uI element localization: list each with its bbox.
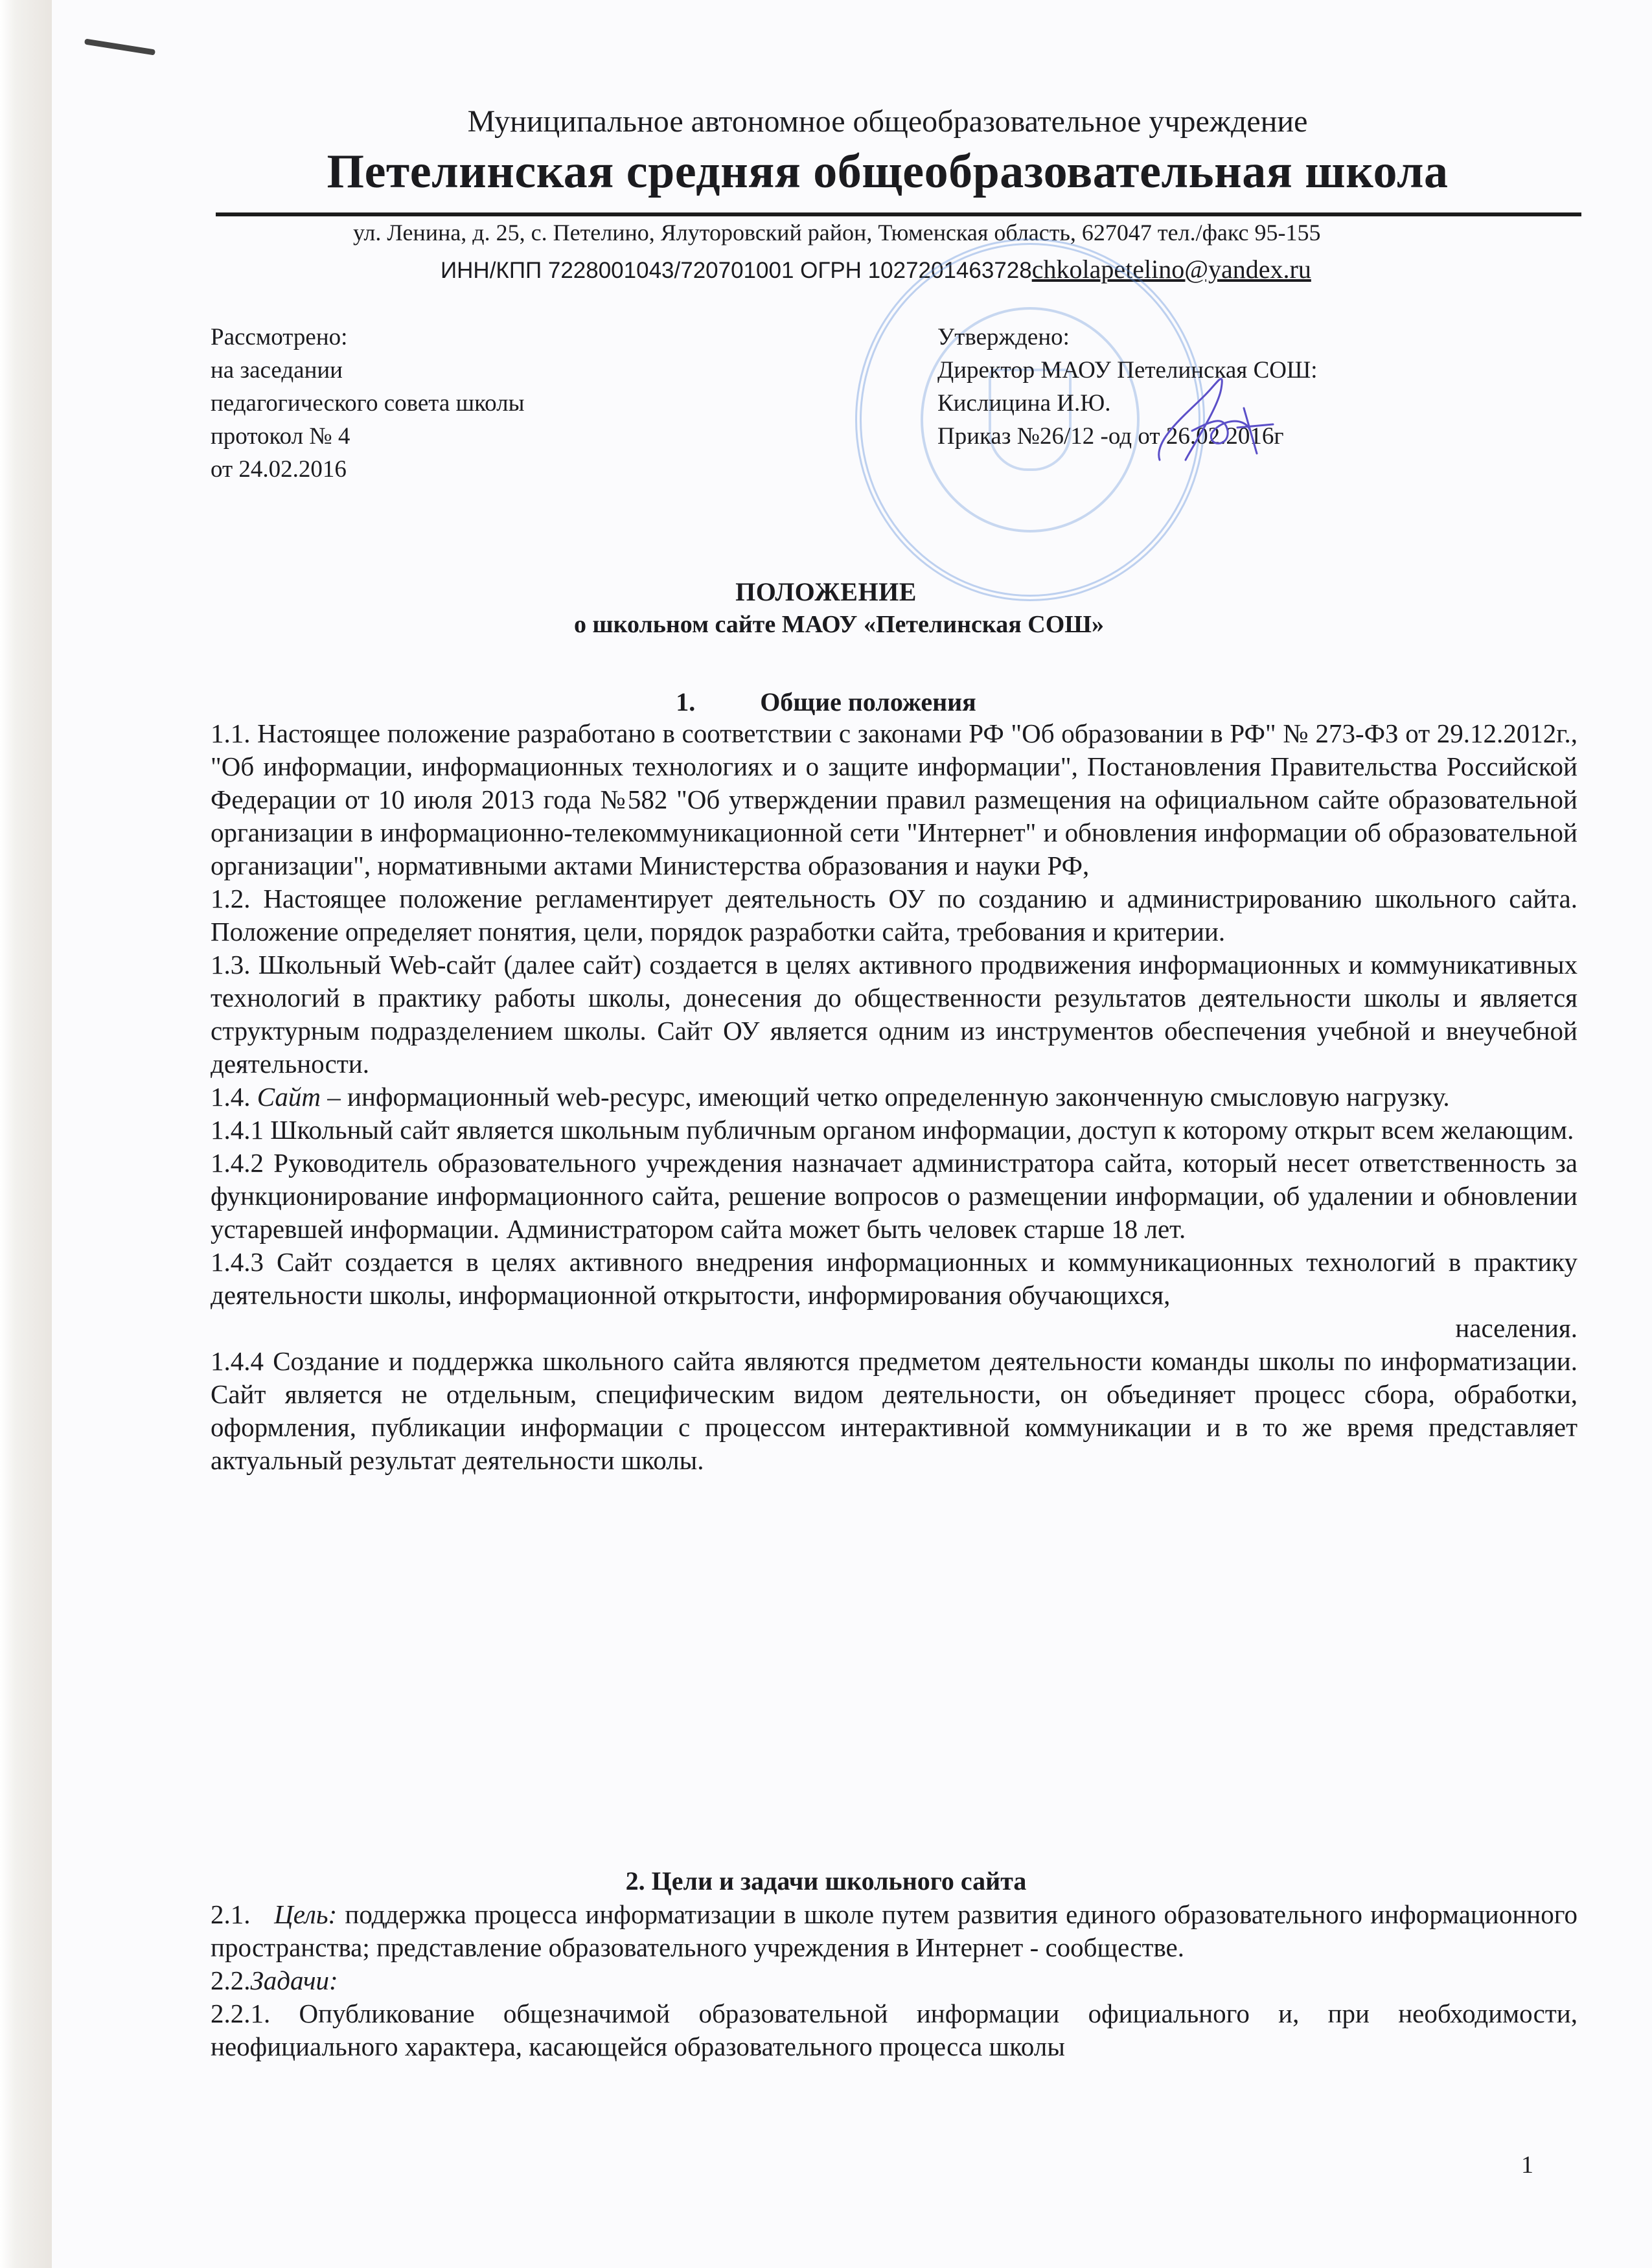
section-1-body [211, 717, 1577, 1477]
paragraph-1-4 [211, 1081, 1577, 1114]
section-2-heading: 2. Цели и задачи школьного сайта [625, 1866, 1027, 1896]
document-title: ПОЛОЖЕНИЕ [735, 577, 917, 606]
org-registration [441, 254, 1311, 284]
reviewed-block [211, 321, 525, 486]
org-address: ул. Ленина, д. 25, с. Петелино, Ялуторовский район, Тюменская область, 627047 тел./факс 95-155 [353, 220, 1321, 246]
defined-term: Сайт [257, 1082, 321, 1112]
paragraph-2-2-1: 2.2.1. Опубликование общезначимой образовательной информации официального и, при необходимости, неофициального характера, касающейся образовательного процесса школы [211, 1999, 1577, 2061]
org-type: Муниципальное автономное общеобразовательное учреждение [467, 104, 1308, 139]
approved-name: Кислицина И.Ю. [937, 390, 1111, 417]
section-title: Общие положения [760, 687, 976, 716]
paragraph-number: 2.2. [211, 1965, 251, 1995]
paragraph-1-4-1: 1.4.1 Школьный сайт является школьным публичным органом информации, доступ к которому открыт всем желающим. [211, 1115, 1574, 1145]
reviewed-protocol: протокол № 4 [211, 423, 350, 450]
definition-text: – информационный web-ресурс, имеющий четко определенную законченную смысловую нагрузку. [321, 1082, 1450, 1112]
email-link[interactable]: chkolapetelino@yandex.ru [1031, 255, 1311, 284]
approved-label: Утверждено: [937, 324, 1070, 350]
goal-text: поддержка процесса информатизации в школе путем развития единого образовательного информационного пространства; представление образовательного учреждения в Интернет - сообществе. [211, 1899, 1577, 1962]
letterhead [162, 104, 1587, 200]
section-2-body [211, 1898, 1577, 2063]
paragraph-1-3: 1.3. Школьный Web-сайт (далее сайт) создается в целях активного продвижения информационных и коммуникативных технологий в практику работы школы, донесения до общественности результатов деятельности школы и является структурным подразделением школы. Сайт ОУ является одним из инструментов обеспечения учебной и внеучебной деятельности. [211, 950, 1577, 1079]
registration-numbers: ИНН/КПП 7228001043/720701001 ОГРН 1027201463728 [441, 258, 1032, 283]
paragraph-1-4-2: 1.4.2 Руководитель образовательного учреждения назначает администратора сайта, который несет ответственность за функционирование информационного сайта, решение вопросов о размещении информации, об удалении и обновлении устаревшей информации. Администратором сайта может быть человек старше 18 лет. [211, 1148, 1577, 1244]
paragraph-2-1 [211, 1898, 1577, 1964]
paragraph-1-4-4: 1.4.4 Создание и поддержка школьного сайта являются предметом деятельности команды школы по информатизации. Сайт является не отдельным, специфическим видом деятельности, он объединяет процесс сбора, обработки, оформления, публикации информации с процессом интерактивной коммуникации и в то же время представляет актуальный результат деятельности школы. [211, 1346, 1577, 1475]
paragraph-1-1: 1.1. Настоящее положение разработано в соответствии с законами РФ "Об образовании в РФ" № 273-ФЗ от 29.12.2012г., "Об информации, информационных технологиях и о защите информации", Постановления Правительства Российской Федерации от 10 июля 2013 года №582 "Об утверждении правил размещения на официальном сайте образовательной организации в информационно-телекоммуникационной сети "Интернет" и обновления информации об образовательной организации", нормативными актами Министерства образования и науки РФ, [211, 718, 1577, 880]
section-number: 1. [676, 687, 696, 716]
letterhead-rule [216, 212, 1581, 216]
paragraph-2-2 [211, 1964, 1577, 1997]
paragraph-number: 2.1. [211, 1899, 251, 1929]
page-number: 1 [1521, 2151, 1533, 2179]
paragraph-number: 1.4. [211, 1082, 251, 1112]
reviewed-line: на заседании [211, 357, 343, 384]
paragraph-1-2: 1.2. Настоящее положение регламентирует деятельность ОУ по созданию и администрированию школьного сайта. Положение определяет понятия, цели, порядок разработки сайта, требования и критерии. [211, 884, 1577, 946]
tasks-label: Задачи: [250, 1965, 338, 1995]
reviewed-label: Рассмотрено: [211, 324, 348, 350]
signature-icon [1147, 369, 1276, 473]
document-subtitle: о школьном сайте МАОУ «Петелинская СОШ» [574, 611, 1104, 638]
paragraph-1-4-3: 1.4.3 Сайт создается в целях активного внедрения информационных и коммуникационных технологий в практику деятельности школы, информационной открытости, информирования обучающихся, [211, 1247, 1577, 1310]
section-1-heading [0, 687, 1652, 717]
goal-label: Цель: [274, 1899, 338, 1929]
org-name: Петелинская средняя общеобразовательная школа [327, 145, 1449, 198]
approved-order: Приказ №26/12 -од от 26.02.2016г [937, 423, 1284, 450]
scan-edge [0, 0, 52, 2268]
approved-position: Директор МАОУ Петелинская СОШ: [937, 357, 1318, 384]
reviewed-date: от 24.02.2016 [211, 456, 347, 483]
reviewed-line: педагогического совета школы [211, 390, 525, 417]
paragraph-1-4-3-tail: населения. [1455, 1313, 1577, 1343]
